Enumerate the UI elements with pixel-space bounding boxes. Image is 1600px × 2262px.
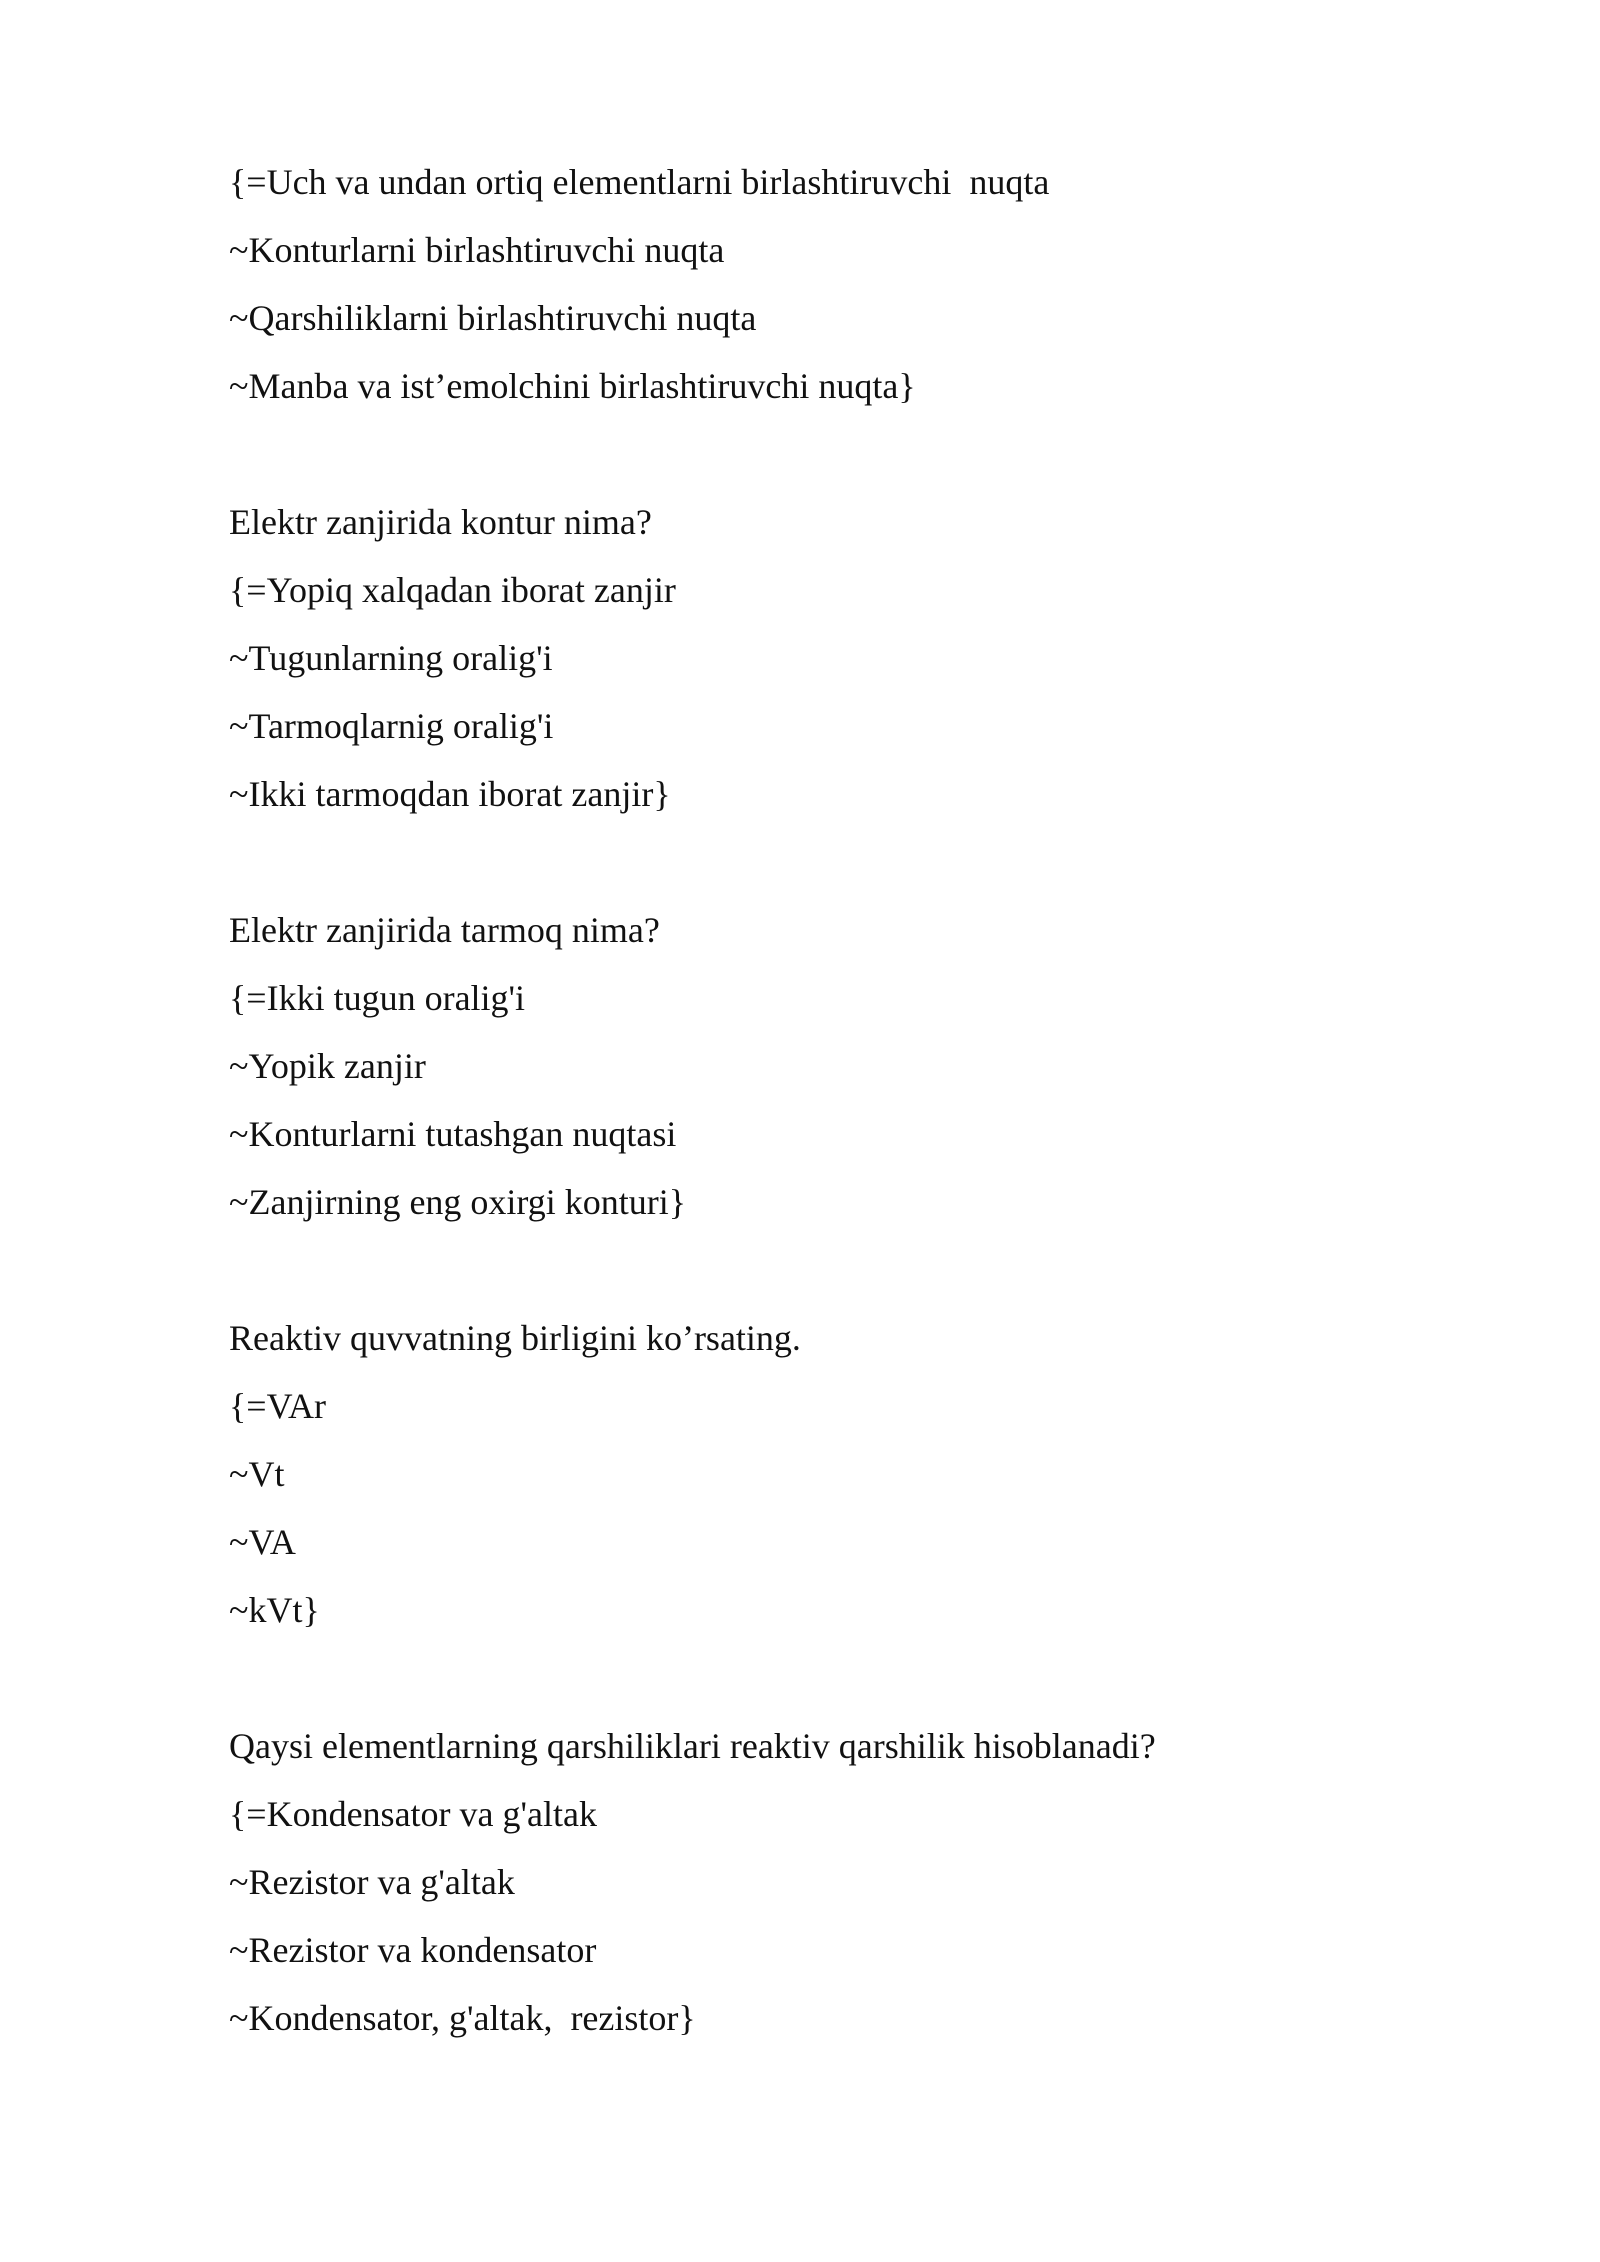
answer-option: ~Tarmoqlarnig oralig'i (229, 706, 554, 746)
answer-correct: {=VAr (229, 1386, 326, 1426)
answer-option: ~Kondensator, g'altak, rezistor} (229, 1998, 696, 2038)
answer-correct: {=Ikki tugun oralig'i (229, 978, 526, 1018)
quiz-block (229, 148, 1469, 420)
block-spacer (229, 1644, 1469, 1712)
answer-option: ~Tugunlarning oralig'i (229, 638, 553, 678)
answer-option: ~Qarshiliklarni birlashtiruvchi nuqta (229, 298, 757, 338)
quiz-content (229, 148, 1469, 2052)
question-text: Elektr zanjirida kontur nima? (229, 502, 652, 542)
answer-option: ~Vt (229, 1454, 285, 1494)
answer-option: ~Rezistor va g'altak (229, 1862, 515, 1902)
quiz-block (229, 1304, 1469, 1644)
quiz-block (229, 488, 1469, 828)
answer-option: ~Konturlarni tutashgan nuqtasi (229, 1114, 677, 1154)
block-spacer (229, 420, 1469, 488)
answer-option: ~Yopik zanjir (229, 1046, 426, 1086)
quiz-block (229, 1712, 1469, 2052)
question-text: Reaktiv quvvatning birligini ko’rsating. (229, 1318, 801, 1358)
block-spacer (229, 1236, 1469, 1304)
answer-option: ~Rezistor va kondensator (229, 1930, 597, 1970)
answer-option: ~Konturlarni birlashtiruvchi nuqta (229, 230, 725, 270)
block-spacer (229, 828, 1469, 896)
answer-option: ~Zanjirning eng oxirgi konturi} (229, 1182, 687, 1222)
question-text: Qaysi elementlarning qarshiliklari reaktiv qarshilik hisoblanadi? (229, 1726, 1156, 1766)
answer-correct: {=Uch va undan ortiq elementlarni birlashtiruvchi nuqta (229, 162, 1050, 202)
question-text: Elektr zanjirida tarmoq nima? (229, 910, 660, 950)
answer-option: ~Manba va ist’emolchini birlashtiruvchi nuqta} (229, 366, 916, 406)
answer-correct: {=Yopiq xalqadan iborat zanjir (229, 570, 676, 610)
quiz-block (229, 896, 1469, 1236)
answer-option: ~Ikki tarmoqdan iborat zanjir} (229, 774, 671, 814)
answer-option: ~kVt} (229, 1590, 320, 1630)
answer-correct: {=Kondensator va g'altak (229, 1794, 597, 1834)
answer-option: ~VA (229, 1522, 296, 1562)
